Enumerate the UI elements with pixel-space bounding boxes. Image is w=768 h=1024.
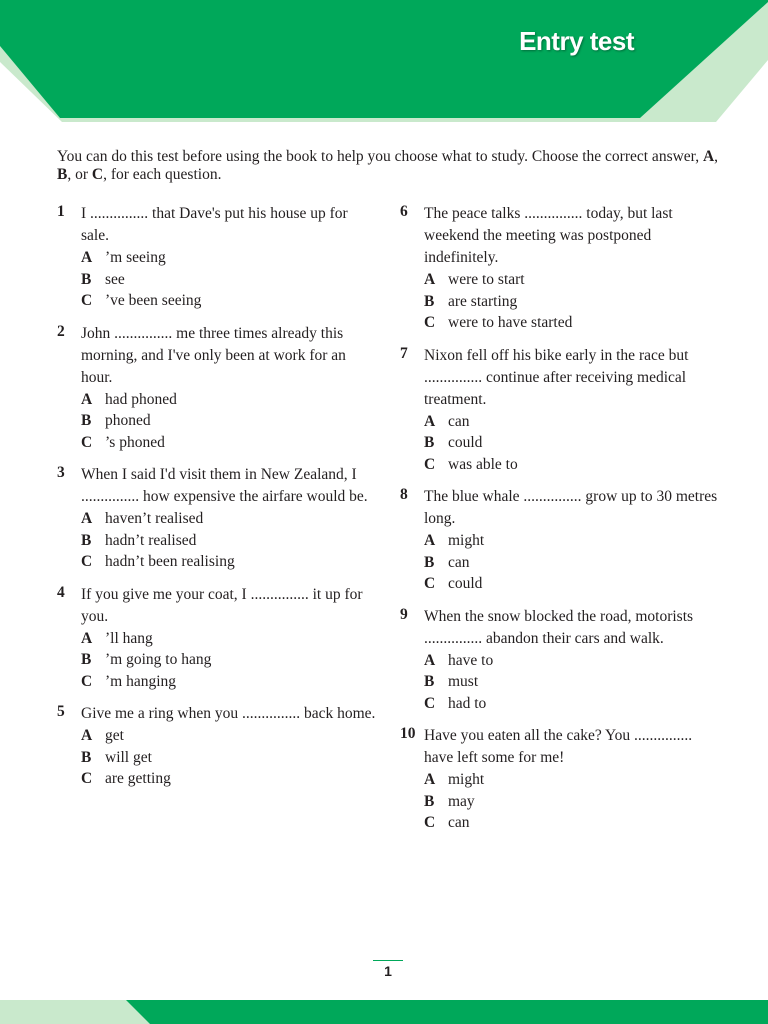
question-stem: Have you eaten all the cake? You ............... have left some for me! xyxy=(424,727,693,766)
answer-option-b[interactable]: B may xyxy=(424,792,475,810)
question-stem: I ............... that Dave's put his house up for sale. xyxy=(81,205,348,244)
page-title: Entry test xyxy=(519,26,634,56)
answer-option-c[interactable]: C could xyxy=(424,575,483,592)
question-5 xyxy=(57,703,377,790)
answer-option-a[interactable]: A haven’t realised xyxy=(81,510,204,527)
questions-right-column xyxy=(400,203,720,845)
question-9 xyxy=(400,606,720,715)
answer-option-a[interactable]: A ’m seeing xyxy=(81,249,166,266)
question-10 xyxy=(400,725,720,834)
answer-option-a[interactable]: A might xyxy=(424,532,485,549)
answer-option-c[interactable]: C ’m hanging xyxy=(81,672,177,690)
question-number: 6 xyxy=(400,203,408,220)
answer-option-c[interactable]: C are getting xyxy=(81,770,171,787)
answer-option-b[interactable]: B hadn’t realised xyxy=(81,531,197,549)
header-banner-shape xyxy=(0,0,768,130)
questions-left-column xyxy=(57,203,377,801)
question-number: 7 xyxy=(400,344,408,362)
question-stem: The peace talks ............... today, but last weekend the meeting was postponed indefinitely. xyxy=(424,205,673,266)
answer-option-b[interactable]: B could xyxy=(424,434,483,451)
answer-option-a[interactable]: A have to xyxy=(424,651,494,669)
question-stem: If you give me your coat, I ............... it up for you. xyxy=(81,585,363,625)
answer-option-c[interactable]: C ’s phoned xyxy=(81,433,165,451)
footer-band-shape xyxy=(0,1000,768,1024)
question-stem: When I said I'd visit them in New Zealand, I ............... how expensive the airfare would be. xyxy=(81,466,368,505)
question-stem: Nixon fell off his bike early in the race but ............... continue after receiving medical treatment. xyxy=(424,346,689,408)
answer-option-b[interactable]: B phoned xyxy=(81,412,151,429)
answer-option-a[interactable]: A might xyxy=(424,771,485,788)
answer-option-c[interactable]: C had to xyxy=(424,694,487,712)
question-number: 10 xyxy=(400,725,416,742)
header-banner xyxy=(0,0,768,130)
answer-option-a[interactable]: A can xyxy=(424,412,470,430)
answer-option-a[interactable]: A had phoned xyxy=(81,390,177,408)
question-stem: When the snow blocked the road, motorists ............... abandon their cars and walk. xyxy=(424,607,694,647)
question-1 xyxy=(57,203,377,312)
answer-option-b[interactable]: B are starting xyxy=(424,292,518,310)
page-number: 1 xyxy=(373,960,403,979)
question-8 xyxy=(400,486,720,595)
answer-option-a[interactable]: A were to start xyxy=(424,271,525,288)
question-stem: Give me a ring when you ............... back home. xyxy=(81,705,376,722)
answer-option-b[interactable]: B ’m going to hang xyxy=(81,651,212,668)
question-number: 2 xyxy=(57,322,65,340)
answer-option-b[interactable]: B must xyxy=(424,673,479,690)
question-3 xyxy=(57,464,377,573)
question-stem: John ............... me three times already this morning, and I've only been at work for an hour. xyxy=(81,324,346,386)
answer-option-b[interactable]: B will get xyxy=(81,748,152,766)
answer-option-c[interactable]: C was able to xyxy=(424,455,518,473)
instructions: You can do this test before using the book to help you choose what to study. Choose the correct answer, A, B, or C, for each question. xyxy=(57,148,719,183)
answer-option-b[interactable]: B can xyxy=(424,553,470,571)
question-4 xyxy=(57,584,377,693)
question-7 xyxy=(400,345,720,476)
question-2 xyxy=(57,323,377,454)
question-stem: The blue whale ............... grow up to 30 metres long. xyxy=(424,488,718,527)
answer-option-c[interactable]: C can xyxy=(424,814,470,831)
answer-option-a[interactable]: A ’ll hang xyxy=(81,629,153,647)
question-number: 5 xyxy=(57,703,65,720)
question-6 xyxy=(400,203,720,334)
question-number: 1 xyxy=(57,203,65,220)
answer-option-a[interactable]: A get xyxy=(81,727,124,744)
question-number: 8 xyxy=(400,486,408,503)
answer-option-c[interactable]: C ’ve been seeing xyxy=(81,292,202,309)
answer-option-c[interactable]: C were to have started xyxy=(424,314,573,331)
question-number: 4 xyxy=(57,583,65,601)
answer-option-b[interactable]: B see xyxy=(81,270,125,288)
question-number: 9 xyxy=(400,605,408,623)
footer-band xyxy=(0,1000,768,1024)
question-number: 3 xyxy=(57,464,65,481)
answer-option-c[interactable]: C hadn’t been realising xyxy=(81,553,235,570)
